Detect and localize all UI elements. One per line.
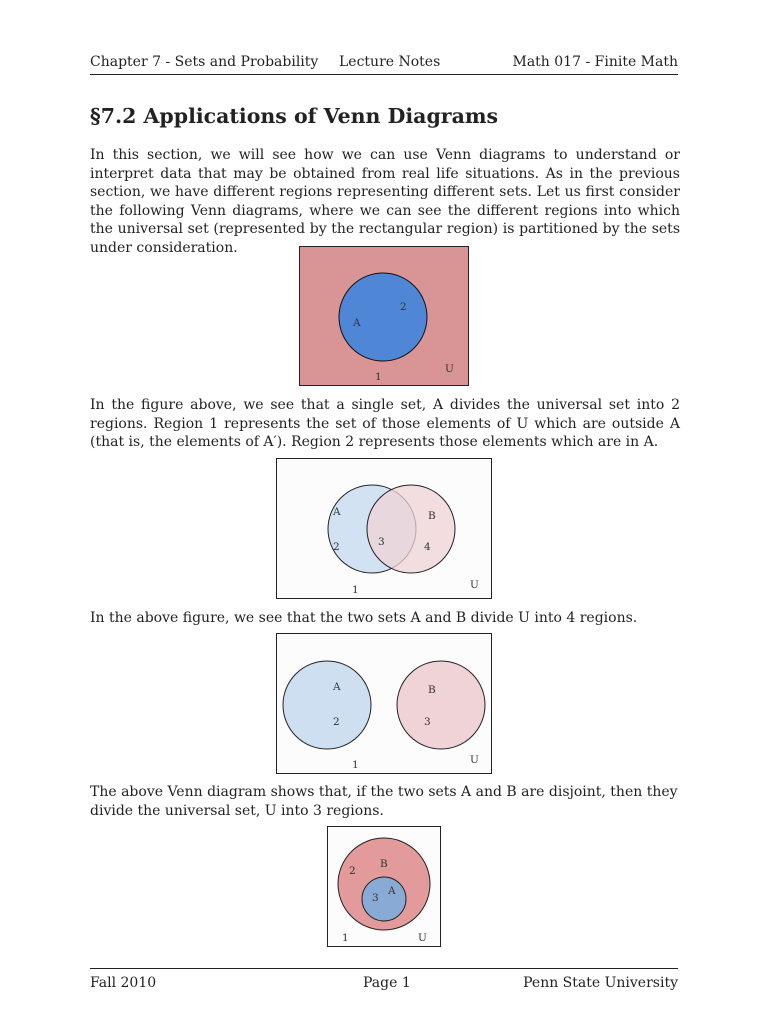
set-b-circle (367, 485, 455, 573)
region-2-label: 2 (349, 865, 356, 877)
disjoint-sets-paragraph: The above Venn diagram shows that, if the two sets A and B are disjoint, then they divide the universal set, U into 3 regions. (90, 784, 678, 819)
set-a-label: A (333, 506, 341, 518)
set-a-label: A (333, 681, 341, 693)
region-1-label: 1 (342, 932, 349, 944)
footer-page-number: Page 1 (363, 975, 411, 991)
header-chapter: Chapter 7 - Sets and Probability (90, 54, 319, 70)
set-a-label: A (353, 317, 361, 329)
venn-one-set-figure (299, 246, 469, 386)
set-b-label: B (428, 684, 436, 696)
universe-label: U (470, 579, 479, 591)
set-b-circle (397, 661, 485, 749)
footer-university: Penn State University (523, 975, 678, 991)
region-1-label: 1 (352, 759, 359, 771)
two-sets-paragraph: In the above figure, we see that the two sets A and B divide U into 4 regions. (90, 610, 638, 626)
one-set-paragraph: In the figure above, we see that a single set, A divides the universal set into 2 regions. Region 1 represents the set of those elements of U which are outside A (that is, the elements of A′). Region 2 represents those elements which are in A. (90, 397, 680, 450)
set-a-label: A (388, 885, 396, 897)
page-header (90, 52, 678, 75)
region-3-label: 3 (424, 716, 431, 728)
set-b-label: B (428, 510, 436, 522)
region-1-label: 1 (375, 371, 382, 383)
region-1-label: 1 (352, 584, 359, 596)
universe-label: U (470, 754, 479, 766)
region-3-label: 3 (378, 536, 385, 548)
region-3-label: 3 (372, 892, 379, 904)
intro-paragraph: In this section, we will see how we can use Venn diagrams to understand or interpret data that may be obtained from real life situations. As in the previous section, we have different regions representing different sets. Let us first consider the following Venn diagrams, where we can see the different regions into which the universal set (represented by the rectangular region) is partitioned by the sets under consideration. (90, 147, 680, 256)
set-a-circle (283, 661, 371, 749)
section-title: §7.2 Applications of Venn Diagrams (90, 104, 499, 128)
header-course: Math 017 - Finite Math (512, 54, 678, 70)
set-a-circle (362, 877, 406, 921)
region-2-label: 2 (400, 301, 407, 313)
venn-subset-figure (327, 826, 441, 947)
header-lecture-notes: Lecture Notes (339, 54, 441, 70)
set-b-label: B (380, 858, 388, 870)
footer-term: Fall 2010 (90, 975, 157, 991)
page-footer (90, 968, 678, 993)
region-4-label: 4 (424, 541, 431, 553)
universe-label: U (418, 932, 427, 944)
universe-label: U (445, 363, 454, 375)
region-2-label: 2 (333, 541, 340, 553)
venn-two-sets-overlap-figure (276, 458, 492, 599)
venn-disjoint-sets-figure (276, 633, 492, 774)
region-2-label: 2 (333, 716, 340, 728)
